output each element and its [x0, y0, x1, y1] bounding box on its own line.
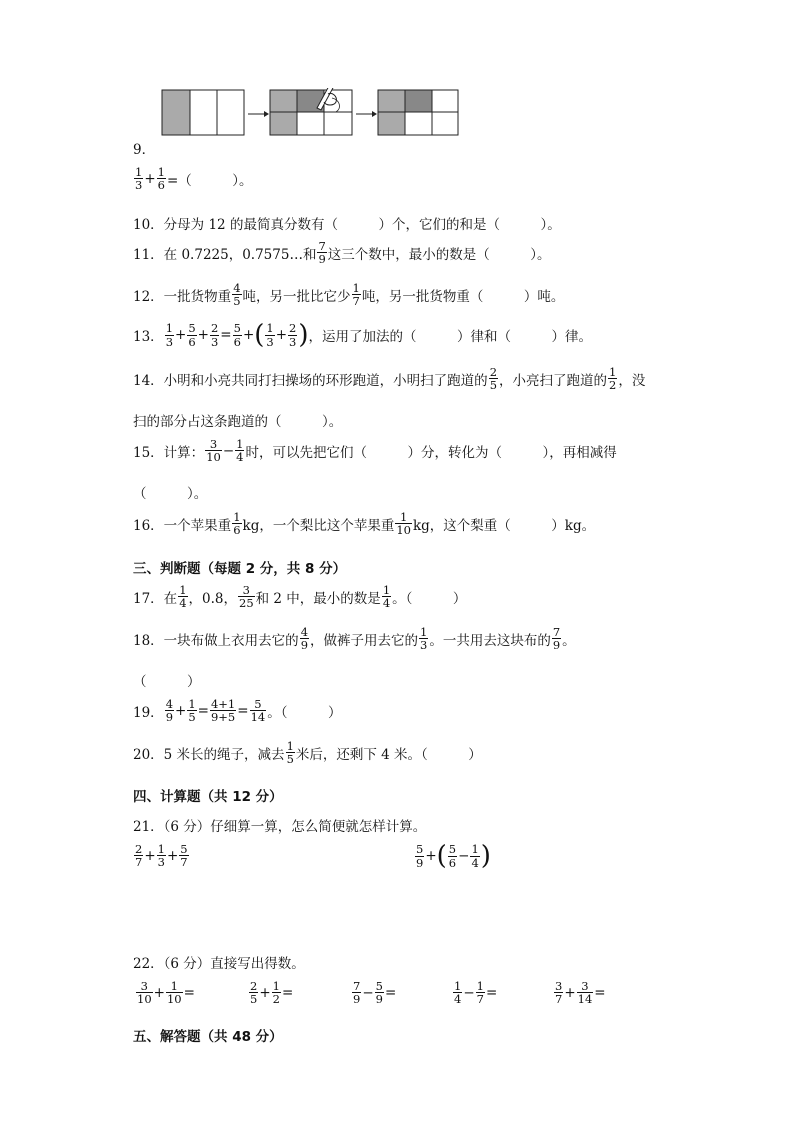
- question-9: $\frac{1}{3}$ + $\frac{1}{6}$ =（ ）。: [135, 165, 253, 193]
- q22-item-5: $\frac{3}{7}$ + $\frac{3}{14}$ =: [555, 979, 606, 1007]
- question-13: 13． $\frac{1}{3}$ + $\frac{5}{6}$ + $\frac{2}{3}$ = $\frac{5}{6}$ + ( $\frac{1}{3}$ + $\frac{2}{3}$ ) ，运用了加法的（ ）律和（ ）律。: [133, 320, 593, 350]
- section-title: 三、判断题（每题 2 分，共 8 分）: [133, 561, 347, 577]
- q21-expression-2: $\frac{5}{9}$ + ( $\frac{5}{6}$ − $\frac{1}{4}$ ): [416, 841, 491, 871]
- q9-number: [133, 138, 155, 158]
- question-18: 18．一块布做上衣用去它的 $\frac{4}{9}$ ，做裤子用去它的 $\frac{1}{3}$ 。一共用去这块布的 $\frac{7}{9}$ 。: [133, 625, 576, 653]
- question-14: 14．小明和小亮共同打扫操场的环形跑道，小明扫了跑道的 $\frac{2}{5}$ ，小亮扫了跑道的 $\frac{1}{2}$ ，没: [133, 365, 646, 393]
- fraction: $\frac{4}{5}$: [233, 281, 241, 309]
- q22-item-3: $\frac{7}{9}$ − $\frac{5}{9}$ =: [353, 979, 397, 1007]
- question-12: 12．一批货物重 $\frac{4}{5}$ 吨，另一批比它少 $\frac{1}{7}$ 吨，另一批货物重（ ）吨。: [133, 281, 565, 309]
- question-19: 19． $\frac{4}{9}$ + $\frac{1}{5}$ = $\frac{4+1}{9+5}$ = $\frac{5}{14}$ 。（ ）: [133, 697, 342, 725]
- arrow-1: [248, 111, 269, 117]
- question-18-line2: （ ）: [133, 674, 201, 690]
- fraction: $\frac{1}{3}$: [135, 165, 143, 193]
- diagram-box-1: [162, 90, 244, 135]
- question-15: 15．计算： $\frac{3}{10}$ − $\frac{1}{4}$ 时，可以先把它们（ ）分，转化为（ ），再相减得: [133, 437, 617, 465]
- question-10: 10．分母为 12 的最简真分数有（ ）个，它们的和是（ ）。: [133, 217, 561, 233]
- q21-expression-1: $\frac{2}{7}$ + $\frac{1}{3}$ + $\frac{5}{7}$: [135, 842, 188, 870]
- q22-item-1: $\frac{3}{10}$ + $\frac{1}{10}$ =: [137, 979, 195, 1007]
- question-number: 9．: [133, 142, 156, 158]
- q22-item-2: $\frac{2}{5}$ + $\frac{1}{2}$ =: [250, 979, 294, 1007]
- fraction: $\frac{1}{6}$: [157, 165, 165, 193]
- question-17: 17．在 $\frac{1}{4}$ ，0.8， $\frac{3}{25}$ 和 2 中，最小的数是 $\frac{1}{4}$ 。（ ）: [133, 583, 467, 611]
- fraction: $\frac{1}{7}$: [352, 281, 360, 309]
- question-20: 20．5 米长的绳子，减去 $\frac{1}{5}$ 米后，还剩下 4 米。（ ）: [133, 739, 482, 767]
- fraction-diagram: [160, 88, 460, 138]
- question-14-line2: 扫的部分占这条跑道的（ ）。: [133, 414, 343, 430]
- fraction: $\frac{7}{9}$: [318, 239, 326, 267]
- question-15-line2: （ ）。: [133, 486, 208, 502]
- diagram-box-3: [378, 90, 458, 135]
- question-21: 21．（6 分）仔细算一算，怎么简便就怎样计算。: [133, 819, 427, 835]
- arrow-2: [356, 111, 377, 117]
- section-title: 五、解答题（共 48 分）: [133, 1029, 283, 1045]
- diagram-box-2: [270, 90, 352, 135]
- question-11: 11．在 0.7225，0.7575…和 $\frac{7}{9}$ 这三个数中，最小的数是（ ）。: [133, 239, 551, 267]
- q22-item-4: $\frac{1}{4}$ − $\frac{1}{7}$ =: [454, 979, 498, 1007]
- question-22: 22．（6 分）直接写出得数。: [133, 956, 305, 972]
- question-16: 16．一个苹果重 $\frac{1}{6}$ kg，一个梨比这个苹果重 $\frac{1}{10}$ kg，这个梨重（ ）kg。: [133, 510, 596, 538]
- section-title: 四、计算题（共 12 分）: [133, 789, 283, 805]
